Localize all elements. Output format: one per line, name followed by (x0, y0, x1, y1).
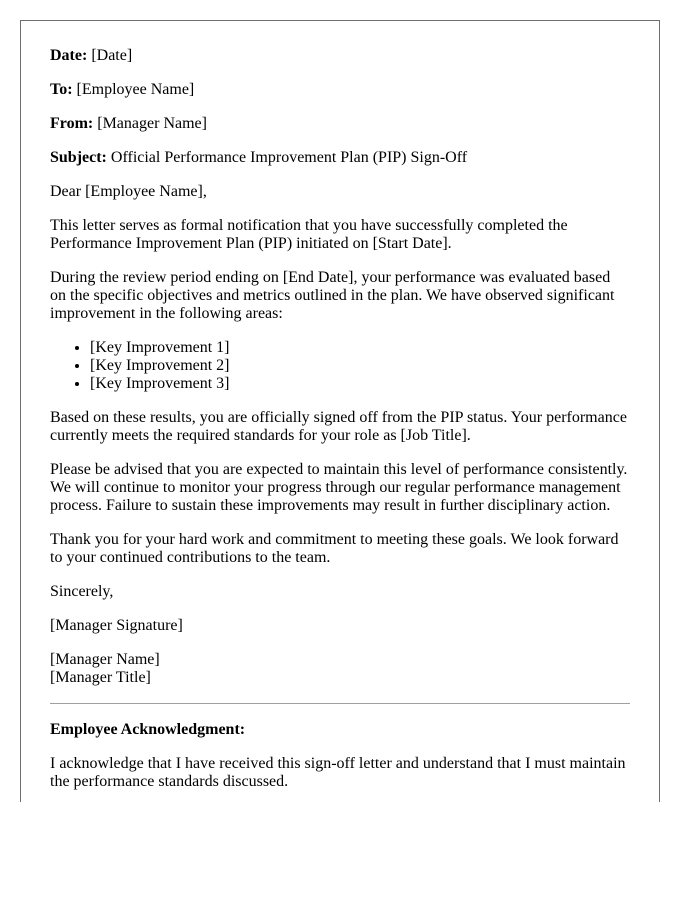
to-label: To: (50, 81, 73, 98)
paragraph-expectations: Please be advised that you are expected to maintain this level of performance consistently. We will continue to monitor your progress through our regular performance management process. Failure to sustain these improvements may result in further disciplinary action. (50, 461, 628, 514)
improvement-list (50, 339, 630, 393)
acknowledgment-heading-text: Employee Acknowledgment: (50, 721, 246, 738)
date-value: [Date] (91, 47, 133, 64)
letter-page (20, 20, 660, 802)
from-label: From: (50, 115, 94, 132)
to-value: [Employee Name] (76, 81, 195, 98)
salutation: Dear [Employee Name], (50, 183, 207, 200)
section-divider (50, 703, 630, 704)
subject-value: Official Performance Improvement Plan (PIP) Sign-Off (110, 149, 468, 166)
closing-sign-off: Sincerely, (50, 583, 114, 600)
date-label: Date: (50, 47, 88, 64)
paragraph-completion-notice: This letter serves as formal notification that you have successfully completed the Performance Improvement Plan (PIP) initiated on [Start Date]. (50, 217, 568, 252)
to-line (50, 81, 630, 99)
list-item: • [Key Improvement 3] (90, 375, 630, 393)
date-line (50, 47, 630, 65)
manager-signature: [Manager Signature] (50, 617, 183, 634)
list-item: • [Key Improvement 1] (90, 339, 630, 357)
paragraph-sign-off-status: Based on these results, you are officially signed off from the PIP status. Your performance currently meets the required standards for your role as [Job Title]. (50, 409, 627, 444)
acknowledgment-text: I acknowledge that I have received this sign-off letter and understand that I must maintain the performance standards discussed. (50, 755, 626, 790)
manager-title: [Manager Title] (50, 669, 151, 686)
from-line (50, 115, 630, 133)
subject-line (50, 149, 630, 167)
subject-label: Subject: (50, 149, 107, 166)
paragraph-thanks: Thank you for your hard work and commitment to meeting these goals. We look forward to your continued contributions to the team. (50, 531, 619, 566)
acknowledgment-heading (50, 721, 630, 739)
paragraph-review-period: During the review period ending on [End Date], your performance was evaluated based on the specific objectives and metrics outlined in the plan. We have observed significant improvement in the following areas: (50, 269, 615, 322)
list-item: • [Key Improvement 2] (90, 357, 630, 375)
manager-block (50, 651, 630, 687)
manager-name: [Manager Name] (50, 651, 160, 668)
from-value: [Manager Name] (97, 115, 207, 132)
